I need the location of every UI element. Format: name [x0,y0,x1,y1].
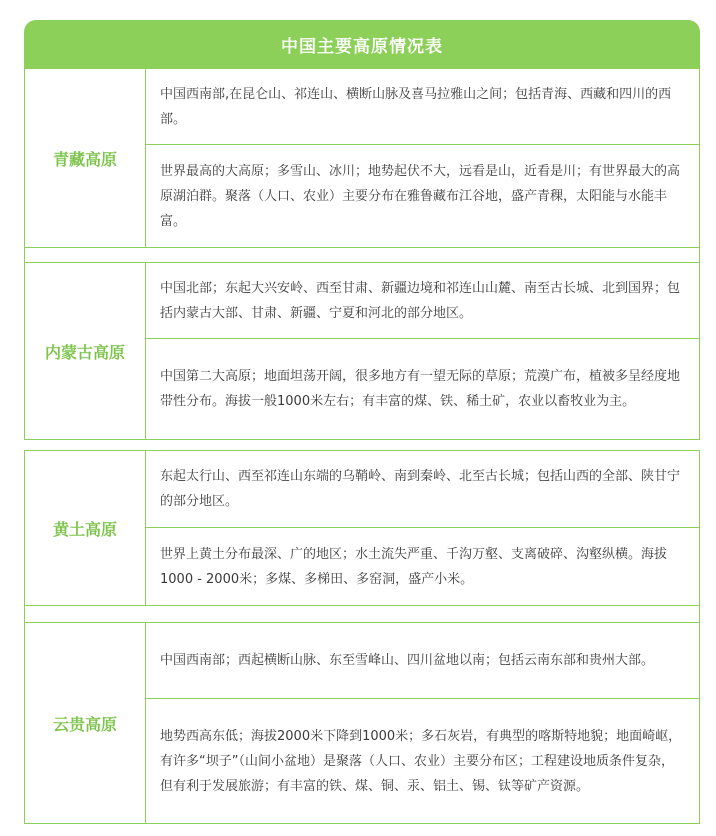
plateau-features: 中国第二大高原；地面坦荡开阔，很多地方有一望无际的草原；荒漠广布，植被多呈经度地带性分布。海拔一般1000米左右；有丰富的煤、铁、稀土矿，农业以畜牧业为主。 [146,338,699,439]
section-qinghai-tibet [24,68,700,248]
plateau-name: 青藏高原 [25,69,146,247]
plateau-location: 东起太行山、西至祁连山东端的乌鞘岭、南到秦岭、北至古长城；包括山西的全部、陕甘宁的部分地区。 [160,469,681,509]
section-loess [24,450,700,606]
section-yunnan-guizhou [24,622,700,824]
plateau-name: 云贵高原 [25,623,146,823]
plateau-features: 地势西高东低；海拔2000米下降到1000米；多石灰岩，有典型的喀斯特地貌；地面崎岖，有许多“坝子”（山间小盆地）是聚落（人口、农业）主要分布区；工程建设地质条件复杂，但有利于发展旅游；有丰富的铁、煤、铜、汞、铝土、锡、钛等矿产资源。 [146,698,699,823]
section-inner-mongolia [24,262,700,440]
section-divider [24,248,700,262]
plateau-name: 内蒙古高原 [25,263,146,439]
plateau-location: 中国西南部,在昆仑山、祁连山、横断山脉及喜马拉雅山之间；包括青海、西藏和四川的西部。 [160,86,672,127]
plateau-location: 中国北部；东起大兴安岭、西至甘肃、新疆边境和祁连山山麓、南至古长城、北到国界；包括内蒙古大部、甘肃、新疆、宁夏和河北的部分地区。 [160,280,681,321]
plateau-location: 中国西南部；西起横断山脉、东至雪峰山、四川盆地以南；包括云南东部和贵州大部。 [160,653,655,669]
plateau-name: 黄土高原 [25,451,146,605]
section-divider [24,606,700,622]
plateau-features: 世界上黄土分布最深、广的地区；水土流失严重、千沟万壑、支离破碎、沟壑纵横。海拔1000 - 2000米；多煤、多梯田、多窑洞，盛产小米。 [146,527,699,605]
plateau-features: 世界最高的大高原；多雪山、冰川；地势起伏不大，远看是山，近看是川；有世界最大的高原湖泊群。聚落（人口、农业）主要分布在雅鲁藏布江谷地，盛产青稞，太阳能与水能丰富。 [146,144,699,247]
table-title: 中国主要高原情况表 [24,20,700,68]
